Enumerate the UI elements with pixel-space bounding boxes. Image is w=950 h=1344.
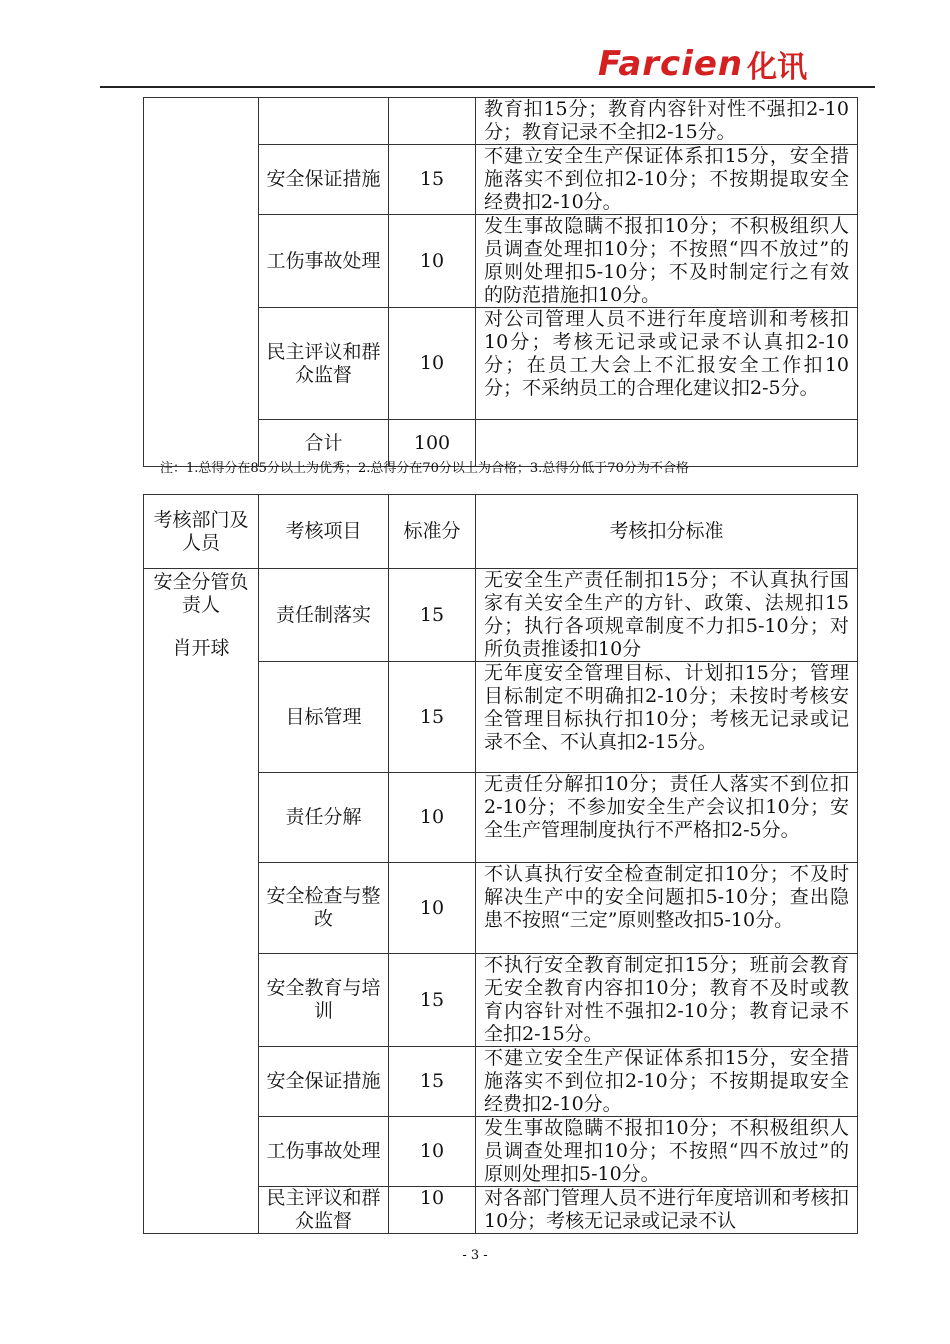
assessment-table-continued	[143, 97, 858, 467]
criteria-cell: 不建立安全生产保证体系扣15分，安全措施落实不到位扣2-10分；不按期提取安全经费扣2-10分。	[476, 145, 858, 215]
criteria-cell: 教育扣15分；教育内容针对性不强扣2-10分；教育记录不全扣2-15分。	[476, 98, 858, 145]
logo-latin-text: Farcien	[598, 44, 744, 84]
header-item: 考核项目	[259, 495, 389, 569]
total-label: 合计	[259, 420, 389, 467]
header-divider	[100, 86, 875, 88]
item-cell: 民主评议和群众监督	[259, 1187, 389, 1234]
criteria-cell: 发生事故隐瞒不报扣10分；不积极组织人员调查处理扣10分；不按照“四不放过”的原则处理扣5-10分；不及时制定行之有效的防范措施扣10分。	[476, 215, 858, 308]
score-cell: 15	[389, 569, 476, 662]
item-cell: 安全检查与整改	[259, 863, 389, 954]
criteria-cell: 发生事故隐瞒不报扣10分；不积极组织人员调查处理扣10分；不按照“四不放过”的原则处理扣5-10分。	[476, 1117, 858, 1187]
logo-cn-text: 化讯	[747, 50, 808, 85]
score-cell: 10	[389, 308, 476, 420]
table-row	[144, 569, 858, 662]
score-cell: 10	[389, 1117, 476, 1187]
dept-person: 肖开球	[172, 637, 230, 659]
criteria-cell: 不认真执行安全检查制定扣10分；不及时解决生产中的安全问题扣5-10分；查出隐患不按照“三定”原则整改扣5-10分。	[476, 863, 858, 954]
item-cell: 目标管理	[259, 662, 389, 773]
score-cell: 10	[389, 773, 476, 863]
table-row	[144, 98, 858, 145]
dept-role: 安全分管负责人	[153, 571, 249, 616]
total-score: 100	[389, 420, 476, 467]
item-cell: 安全保证措施	[259, 1047, 389, 1117]
criteria-cell: 对公司管理人员不进行年度培训和考核扣10分；考核无记录或记录不认真扣2-10分；在员工大会上不汇报安全工作扣10分；不采纳员工的合理化建议扣2-5分。	[476, 308, 858, 420]
score-cell: 15	[389, 1047, 476, 1117]
dept-cell-empty	[144, 98, 259, 467]
criteria-cell: 对各部门管理人员不进行年度培训和考核扣10分；考核无记录或记录不认	[476, 1187, 858, 1234]
header-score: 标准分	[389, 495, 476, 569]
item-cell	[259, 98, 389, 145]
score-cell: 15	[389, 145, 476, 215]
score-cell: 10	[389, 1187, 476, 1234]
company-logo	[598, 44, 858, 84]
criteria-cell: 无安全生产责任制扣15分；不认真执行国家有关安全生产的方针、政策、法规扣15分；执行各项规章制度不力扣5-10分；对所负责推诿扣10分	[476, 569, 858, 662]
item-cell: 责任制落实	[259, 569, 389, 662]
criteria-cell: 无年度安全管理目标、计划扣15分；管理目标制定不明确扣2-10分；未按时考核安全管理目标执行扣10分；考核无记录或记录不全、不认真扣2-15分。	[476, 662, 858, 773]
table-header-row	[144, 495, 858, 569]
item-cell: 安全保证措施	[259, 145, 389, 215]
criteria-cell: 无责任分解扣10分；责任人落实不到位扣2-10分；不参加安全生产会议扣10分；安全生产管理制度执行不严格扣2-5分。	[476, 773, 858, 863]
header-dept: 考核部门及人员	[144, 495, 259, 569]
criteria-cell: 不建立安全生产保证体系扣15分，安全措施落实不到位扣2-10分；不按期提取安全经费扣2-10分。	[476, 1047, 858, 1117]
header-criteria: 考核扣分标准	[476, 495, 858, 569]
score-cell: 15	[389, 662, 476, 773]
item-cell: 工伤事故处理	[259, 215, 389, 308]
page-number: - 3 -	[462, 1248, 488, 1263]
score-cell: 10	[389, 215, 476, 308]
item-cell: 责任分解	[259, 773, 389, 863]
assessment-table-safety-manager	[143, 494, 858, 1234]
criteria-cell	[476, 420, 858, 467]
item-cell: 安全教育与培训	[259, 954, 389, 1047]
score-cell	[389, 98, 476, 145]
dept-cell	[144, 569, 259, 1234]
scoring-note: 注：1.总得分在85分以上为优秀；2.总得分在70分以上为合格；3.总得分低于70分为不合格	[160, 461, 689, 476]
item-cell: 工伤事故处理	[259, 1117, 389, 1187]
score-cell: 10	[389, 863, 476, 954]
item-cell: 民主评议和群众监督	[259, 308, 389, 420]
criteria-cell: 不执行安全教育制定扣15分；班前会教育无安全教育内容扣10分；教育不及时或教育内容针对性不强扣2-10分；教育记录不全扣2-15分。	[476, 954, 858, 1047]
score-cell: 15	[389, 954, 476, 1047]
